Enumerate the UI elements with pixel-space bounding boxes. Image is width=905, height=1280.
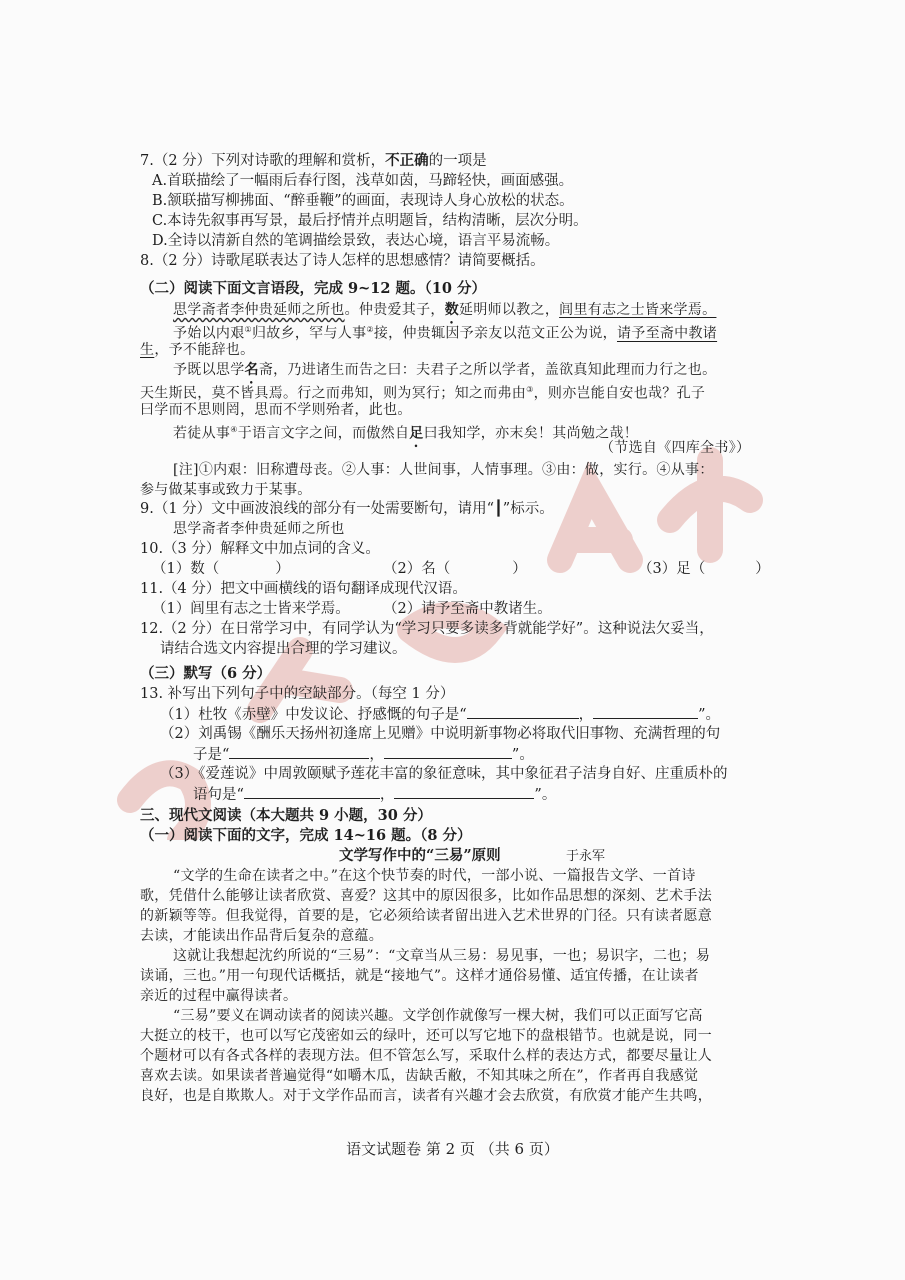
- section3-heading: （三）默写（6 分）: [140, 665, 272, 682]
- article-p1-line3: 的新颖等等。但我觉得，首要的是，它必须给读者留出进入艺术世界的门径。只有读者愿意: [140, 908, 712, 924]
- q9-text: 思学斋者李仲贵延师之所也: [173, 521, 345, 537]
- q10-item3: （3）足（ ）: [638, 561, 770, 577]
- notes-line2: 参与做某事或致力于某事。: [140, 482, 312, 498]
- article-p3-line4: 喜欢去读。如果读者普遍觉得“如嚼木瓜，齿缺舌敝，不知其味之所在”，作者再自我感觉: [140, 1068, 699, 1084]
- classical-para1-line2: 予始以内艰①归故乡，罕与人事②接，仲贵辄因予亲友以范文正公为说，请予至斋中教诸: [173, 325, 718, 342]
- q13-stem: 13. 补写出下列句子中的空缺部分。（每空 1 分）: [140, 686, 455, 702]
- q7-option-b: B.颔联描写柳拂面、“醉垂鞭”的画面，表现诗人身心放松的状态。: [152, 193, 574, 209]
- q11-item2: （2）请予至斋中教诸生。: [383, 601, 552, 617]
- classical-para3: 若徒从事④于语言文字之间，而傲然自足曰我知学，亦末矣！其尚勉之哉！: [173, 425, 639, 442]
- classical-para2-line1: 予既以思学名斋，乃进诸生而告之曰：夫君子之所以学者，盖欲真知此理而力行之也。: [173, 362, 717, 378]
- q11-stem: 11.（4 分）把文中画横线的语句翻译成现代汉语。: [140, 581, 467, 597]
- q10-stem: 10.（3 分）解释文中加点词的含义。: [140, 541, 380, 557]
- section2-heading: （二）阅读下面文言语段，完成 9~12 题。（10 分）: [140, 280, 486, 297]
- article-title: 文学写作中的“三易”原则: [339, 847, 501, 864]
- article-p1-line1: “文学的生命在读者之中。”在这个快节奏的时代，一部小说、一篇报告文学、一首诗: [173, 868, 696, 884]
- notes-line1: [注]①内艰：旧称遭母丧。②人事：人世间事，人情事理。③由：做，实行。④从事：: [173, 462, 714, 478]
- part3-subheading: （一）阅读下面的文字，完成 14~16 题。（8 分）: [140, 827, 472, 844]
- article-p3-line1: “三易”要义在调动读者的阅读兴趣。文学创作就像写一棵大树，我们可以正面写它高: [173, 1008, 703, 1024]
- article-p1-line2: 歌，凭借什么能够让读者欣赏、喜爱？这其中的原因很多，比如作品思想的深刻、艺术手法: [140, 888, 712, 904]
- q9-stem: 9.（1 分）文中画波浪线的部分有一处需要断句，请用“┃”标示。: [140, 501, 554, 517]
- q11-item1: （1）闾里有志之士皆来学焉。: [152, 601, 350, 617]
- q10-item2: （2）名（ ）: [383, 561, 527, 577]
- blank-field[interactable]: [229, 744, 369, 759]
- q10-item1: （1）数（ ）: [152, 561, 290, 577]
- classical-source: （节选自《四库全书》）: [600, 440, 751, 456]
- article-p2-line1: 这就让我想起沈约所说的“三易”：“文章当从三易：易见事，一也；易识字，二也；易: [173, 948, 711, 964]
- article-p1-line4: 去读，才能读出作品背后复杂的意蕴。: [140, 928, 384, 944]
- q13-item1: （1）杜牧《赤壁》中发议论、抒感慨的句子是“ ， ”。: [160, 704, 720, 725]
- blank-field[interactable]: [394, 784, 534, 799]
- article-p2-line2: 读诵，三也。”用一句现代话概括，就是“接地气”。这样才通俗易懂、适宜传播，在让读者: [140, 968, 699, 984]
- q7-option-a: A.首联描绘了一幅雨后春行图，浅草如茵，马蹄轻快，画面感强。: [152, 173, 574, 189]
- article-p3-line2: 大挺立的枝干，也可以写它茂密如云的绿叶，还可以写它地下的盘根错节。也就是说，同一: [140, 1028, 712, 1044]
- article-p3-line5: 良好，也是自欺欺人。对于文学作品而言，读者有兴趣才会去欣赏，有欣赏才能产生共鸣，: [140, 1088, 712, 1104]
- q12-line2: 请结合选文内容提出合理的学习建议。: [160, 641, 407, 657]
- q13-item3-line2: 语句是“ ， ”。: [193, 784, 556, 805]
- article-p2-line3: 亲近的过程中赢得读者。: [140, 988, 298, 1004]
- classical-para2-line2: 天生斯民，莫不皆具焉。行之而弗知，则为冥行；知之而弗由③，则亦岂能自安也哉？孔子: [140, 385, 706, 402]
- q13-item2-line2: 子是“ ， ”。: [193, 744, 534, 765]
- classical-para1-line3: 生，予不能辞也。: [140, 342, 255, 358]
- blank-field[interactable]: [467, 704, 579, 719]
- classical-para2-line3: 曰学而不思则罔，思而不学则殆者，此也。: [140, 402, 412, 418]
- blank-field[interactable]: [593, 704, 698, 719]
- blank-field[interactable]: [384, 744, 512, 759]
- q13-item2-line1: （2）刘禹锡《酬乐天扬州初逢席上见赠》中说明新事物必将取代旧事物、充满哲理的句: [160, 726, 721, 742]
- q7-option-d: D.全诗以清新自然的笔调描绘景致，表达心境，语言平易流畅。: [152, 233, 560, 249]
- q12-line1: 12.（2 分）在日常学习中，有同学认为“学习只要多读多背就能学好”。这种说法欠妥当，: [140, 621, 714, 637]
- q7-stem: 7.（2 分）下列对诗歌的理解和赏析，不正确的一项是: [140, 152, 487, 169]
- classical-para1-line1: 思学斋者李仲贵延师之所也。仲贵爱其子，数延明师以教之，闾里有志之士皆来学焉。: [173, 302, 717, 318]
- article-p3-line3: 个题材可以有各式各样的表现方法。但不管怎么写，采取什么样的表达方式，都要尽量让人: [140, 1048, 712, 1064]
- part3-heading: 三、现代文阅读（本大题共 9 小题，30 分）: [140, 807, 432, 824]
- blank-field[interactable]: [244, 784, 380, 799]
- article-author: 于永军: [566, 849, 606, 864]
- q7-option-c: C.本诗先叙事再写景，最后抒情并点明题旨，结构清晰，层次分明。: [152, 213, 588, 229]
- q8-stem: 8.（2 分）诗歌尾联表达了诗人怎样的思想感情？请简要概括。: [140, 253, 545, 269]
- q13-item3-line1: （3）《爱莲说》中周敦颐赋予莲花丰富的象征意味，其中象征君子洁身自好、庄重质朴的: [160, 766, 728, 782]
- page-footer: 语文试题卷 第 2 页 （共 6 页）: [346, 1140, 559, 1158]
